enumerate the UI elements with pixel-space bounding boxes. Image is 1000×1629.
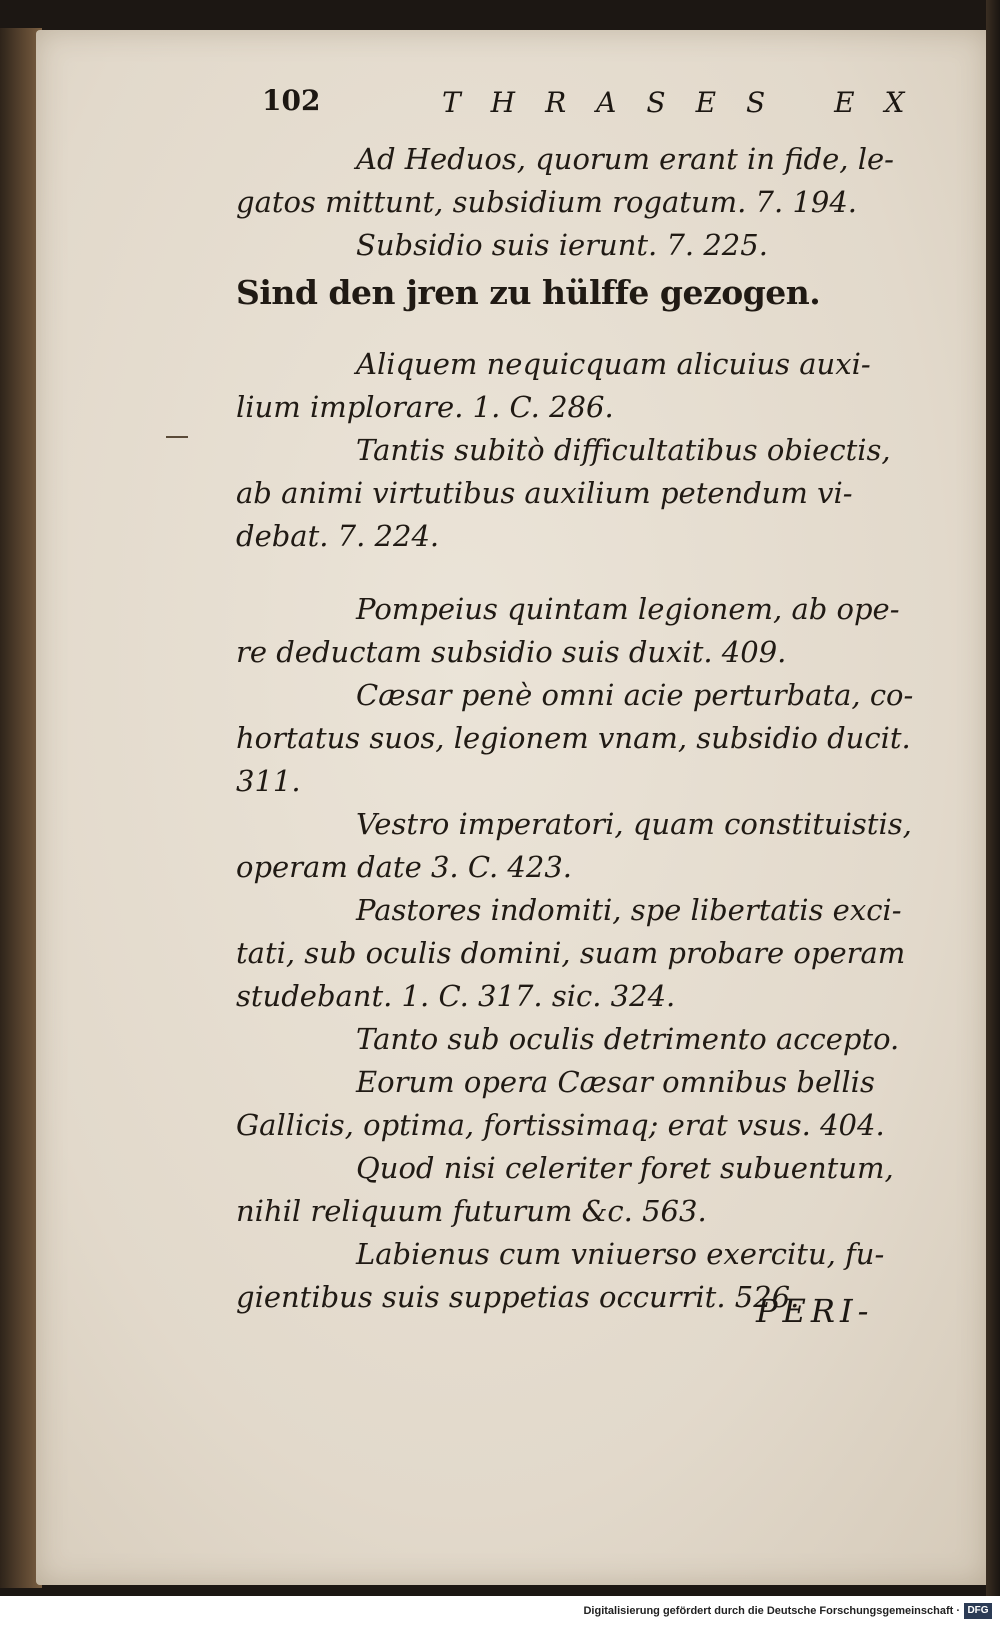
- running-head: THRASES EX: [442, 86, 935, 119]
- text-line: ab animi virtutibus auxilium petendum vi-: [236, 476, 853, 510]
- text-line: Pompeius quintam legionem, ab ope-: [356, 592, 900, 626]
- text-line: Cæsar penè omni acie perturbata, co-: [356, 678, 914, 712]
- page-header: [262, 84, 935, 124]
- text-line: Vestro imperatori, quam constituistis,: [356, 807, 912, 841]
- text-line: 311.: [236, 764, 301, 798]
- text-line: Tanto sub oculis detrimento accepto.: [356, 1022, 900, 1056]
- text-line: Labienus cum vniuerso exercitu, fu-: [356, 1237, 885, 1271]
- text-line: re deductam subsidio suis duxit. 409.: [236, 635, 787, 669]
- page-number: 102: [262, 84, 321, 117]
- text-line: gatos mittunt, subsidium rogatum. 7. 194.: [236, 185, 858, 219]
- text-line: tati, sub oculis domini, suam probare operam: [236, 936, 906, 970]
- text-line: Pastores indomiti, spe libertatis exci-: [356, 893, 902, 927]
- line-gap: [236, 558, 916, 588]
- page-body-text: [236, 138, 916, 1319]
- margin-mark: [166, 436, 188, 438]
- text-line: Tantis subitò difficultatibus obiectis,: [356, 433, 891, 467]
- text-line: Ad Heduos, quorum erant in fide, le-: [356, 142, 894, 176]
- german-heading-line: Sind den jren zu hülffe gezogen.: [236, 273, 821, 312]
- text-line: debat. 7. 224.: [236, 519, 440, 553]
- text-line: Eorum opera Cæsar omnibus bellis: [356, 1065, 875, 1099]
- book-right-edge: [986, 0, 1000, 1629]
- line-gap: [236, 323, 916, 343]
- text-line: operam date 3. C. 423.: [236, 850, 572, 884]
- digitization-footer: [0, 1596, 1000, 1629]
- text-line: Subsidio suis ierunt. 7. 225.: [356, 228, 768, 262]
- text-line: Quod nisi celeriter foret subuentum,: [356, 1151, 894, 1185]
- dfg-logo: DFG: [964, 1603, 992, 1619]
- text-line: gientibus suis suppetias occurrit. 526.: [236, 1280, 800, 1314]
- text-line: hortatus suos, legionem vnam, subsidio ducit.: [236, 721, 911, 755]
- text-line: Aliquem nequicquam alicuius auxi-: [356, 347, 871, 381]
- text-line: nihil reliquum futurum &c. 563.: [236, 1194, 707, 1228]
- text-line: Gallicis, optima, fortissimaq; erat vsus. 404.: [236, 1108, 885, 1142]
- funding-credit: Digitalisierung gefördert durch die Deutsche Forschungsgemeinschaft ·: [583, 1605, 960, 1617]
- text-line: lium implorare. 1. C. 286.: [236, 390, 614, 424]
- catchword: PERI-: [756, 1292, 874, 1330]
- text-line: studebant. 1. C. 317. sic. 324.: [236, 979, 676, 1013]
